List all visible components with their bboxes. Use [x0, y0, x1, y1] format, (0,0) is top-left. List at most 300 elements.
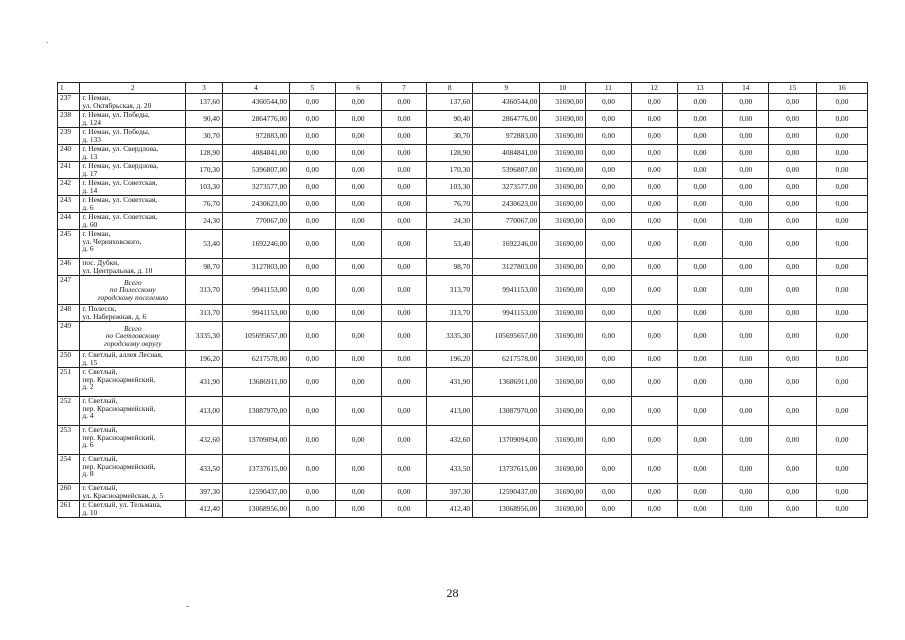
value-cell-col-4: 4360544,00: [222, 94, 289, 111]
column-header-3: 3: [186, 83, 223, 94]
row-number: 237: [58, 94, 80, 111]
value-cell-col-8: 170,30: [427, 162, 473, 179]
value-cell-col-4: 3273577,00: [222, 179, 289, 196]
value-cell-col-8: 76,70: [427, 196, 473, 213]
value-cell-col-13: 0,00: [677, 230, 723, 259]
address-line: пер. Красноармейский,: [82, 461, 156, 471]
value-cell-col-5: 0,00: [289, 455, 335, 484]
value-cell-col-16: 0,00: [816, 426, 867, 455]
column-header-1: 1: [58, 83, 80, 94]
value-cell-col-7: 0,00: [381, 368, 427, 397]
value-cell-col-11: 0,00: [586, 484, 632, 501]
address-line: пер. Красноармейский,: [82, 432, 156, 442]
value-cell-col-15: 0,00: [769, 128, 817, 145]
value-cell-col-15: 0,00: [769, 426, 817, 455]
value-cell-col-3: 76,70: [186, 196, 223, 213]
value-cell-col-7: 0,00: [381, 484, 427, 501]
value-cell-col-12: 0,00: [631, 230, 677, 259]
value-cell-col-15: 0,00: [769, 230, 817, 259]
value-cell-col-7: 0,00: [381, 501, 427, 518]
value-cell-col-4: 770067,00: [222, 213, 289, 230]
address-line: ул. Октябрьская, д. 20: [82, 100, 152, 110]
value-cell-col-7: 0,00: [381, 213, 427, 230]
value-cell-col-6: 0,00: [335, 455, 381, 484]
address-line: д. 4: [82, 411, 94, 421]
address-cell: [80, 501, 186, 518]
row-number: 260: [58, 484, 80, 501]
value-cell-col-11: 0,00: [586, 196, 632, 213]
value-cell-col-10: 31690,00: [540, 259, 586, 276]
value-cell-col-15: 0,00: [769, 162, 817, 179]
value-cell-col-12: 0,00: [631, 305, 677, 322]
value-cell-col-4: 2430623,00: [222, 196, 289, 213]
value-cell-col-9: 4360544,00: [473, 94, 540, 111]
value-cell-col-10: 31690,00: [540, 230, 586, 259]
address-line: по Полесскому: [109, 285, 156, 295]
value-cell-col-13: 0,00: [677, 426, 723, 455]
value-cell-col-5: 0,00: [289, 259, 335, 276]
address-cell: [80, 213, 186, 230]
value-cell-col-13: 0,00: [677, 145, 723, 162]
value-cell-col-8: 30,70: [427, 128, 473, 145]
value-cell-col-16: 0,00: [816, 162, 867, 179]
value-cell-col-3: 397,30: [186, 484, 223, 501]
value-cell-col-3: 53,40: [186, 230, 223, 259]
table-header-row: [58, 83, 868, 94]
value-cell-col-4: 6217578,00: [222, 351, 289, 368]
value-cell-col-3: 313,70: [186, 305, 223, 322]
value-cell-col-5: 0,00: [289, 230, 335, 259]
address-line: Всего: [124, 277, 142, 287]
address-line: пер. Красноармейский,: [82, 403, 156, 413]
value-cell-col-9: 13709094,00: [473, 426, 540, 455]
address-line: городскому поселению: [97, 292, 168, 302]
value-cell-col-6: 0,00: [335, 397, 381, 426]
column-header-2: 2: [80, 83, 186, 94]
value-cell-col-9: 2430623,00: [473, 196, 540, 213]
column-header-16: 16: [816, 83, 867, 94]
value-cell-col-4: 9941153,00: [222, 276, 289, 305]
value-cell-col-11: 0,00: [586, 111, 632, 128]
address-line: городскому округу: [104, 338, 162, 348]
value-cell-col-12: 0,00: [631, 111, 677, 128]
address-line: г. Неман, ул. Свердлова,: [82, 161, 159, 170]
column-header-10: 10: [540, 83, 586, 94]
value-cell-col-4: 105695657,00: [222, 322, 289, 351]
value-cell-col-11: 0,00: [586, 455, 632, 484]
value-cell-col-13: 0,00: [677, 455, 723, 484]
value-cell-col-4: 9941153,00: [222, 305, 289, 322]
row-number: 238: [58, 111, 80, 128]
value-cell-col-5: 0,00: [289, 179, 335, 196]
value-cell-col-4: 2864776,00: [222, 111, 289, 128]
value-cell-col-16: 0,00: [816, 145, 867, 162]
address-line: д. 6: [82, 440, 94, 450]
value-cell-col-9: 13068956,00: [473, 501, 540, 518]
value-cell-col-11: 0,00: [586, 426, 632, 455]
address-line: г. Неман, ул. Победы,: [82, 110, 150, 119]
value-cell-col-8: 98,70: [427, 259, 473, 276]
value-cell-col-8: 24,30: [427, 213, 473, 230]
value-cell-col-13: 0,00: [677, 351, 723, 368]
value-cell-col-12: 0,00: [631, 162, 677, 179]
value-cell-col-5: 0,00: [289, 145, 335, 162]
value-cell-col-11: 0,00: [586, 259, 632, 276]
address-cell: [80, 368, 186, 397]
column-header-5: 5: [289, 83, 335, 94]
value-cell-col-7: 0,00: [381, 276, 427, 305]
table-row: [58, 455, 868, 484]
value-cell-col-5: 0,00: [289, 196, 335, 213]
value-cell-col-5: 0,00: [289, 397, 335, 426]
table-row: [58, 179, 868, 196]
value-cell-col-15: 0,00: [769, 368, 817, 397]
value-cell-col-10: 31690,00: [540, 305, 586, 322]
value-cell-col-15: 0,00: [769, 196, 817, 213]
value-cell-col-6: 0,00: [335, 213, 381, 230]
address-line: д. 124: [82, 117, 101, 127]
value-cell-col-15: 0,00: [769, 501, 817, 518]
value-cell-col-11: 0,00: [586, 501, 632, 518]
value-cell-col-4: 13087970,00: [222, 397, 289, 426]
value-cell-col-11: 0,00: [586, 368, 632, 397]
column-header-11: 11: [586, 83, 632, 94]
address-line: д. 60: [82, 219, 98, 229]
value-cell-col-13: 0,00: [677, 196, 723, 213]
table-row: [58, 128, 868, 145]
value-cell-col-6: 0,00: [335, 196, 381, 213]
value-cell-col-10: 31690,00: [540, 179, 586, 196]
table-row: [58, 276, 868, 305]
value-cell-col-3: 98,70: [186, 259, 223, 276]
address-line: пос. Дубки,: [82, 258, 119, 267]
address-cell: [80, 426, 186, 455]
value-cell-col-14: 0,00: [723, 397, 769, 426]
address-cell: [80, 455, 186, 484]
value-cell-col-11: 0,00: [586, 351, 632, 368]
row-number: 261: [58, 501, 80, 518]
row-number: 244: [58, 213, 80, 230]
value-cell-col-3: 412,40: [186, 501, 223, 518]
address-line: д. 6: [82, 202, 94, 212]
value-cell-col-7: 0,00: [381, 196, 427, 213]
value-cell-col-13: 0,00: [677, 276, 723, 305]
value-cell-col-13: 0,00: [677, 162, 723, 179]
value-cell-col-6: 0,00: [335, 94, 381, 111]
value-cell-col-15: 0,00: [769, 305, 817, 322]
address-cell: [80, 397, 186, 426]
value-cell-col-9: 6217578,00: [473, 351, 540, 368]
value-cell-col-10: 31690,00: [540, 426, 586, 455]
value-cell-col-14: 0,00: [723, 128, 769, 145]
address-line: по Светловскому: [105, 331, 160, 341]
value-cell-col-5: 0,00: [289, 94, 335, 111]
value-cell-col-7: 0,00: [381, 397, 427, 426]
value-cell-col-9: 2864776,00: [473, 111, 540, 128]
row-number: 250: [58, 351, 80, 368]
value-cell-col-14: 0,00: [723, 276, 769, 305]
value-cell-col-6: 0,00: [335, 111, 381, 128]
value-cell-col-8: 313,70: [427, 305, 473, 322]
row-number: 239: [58, 128, 80, 145]
address-line: д. 6: [82, 244, 94, 254]
value-cell-col-12: 0,00: [631, 196, 677, 213]
value-cell-col-3: 196,20: [186, 351, 223, 368]
address-line: ул. Набережная, д. 6: [82, 311, 147, 321]
table-row: [58, 484, 868, 501]
value-cell-col-3: 170,30: [186, 162, 223, 179]
value-cell-col-9: 9941153,00: [473, 305, 540, 322]
address-line: г. Неман, ул. Советская,: [82, 195, 158, 204]
value-cell-col-10: 31690,00: [540, 145, 586, 162]
address-line: г. Неман,: [82, 229, 111, 238]
value-cell-col-12: 0,00: [631, 322, 677, 351]
value-cell-col-3: 413,00: [186, 397, 223, 426]
value-cell-col-8: 412,40: [427, 501, 473, 518]
value-cell-col-12: 0,00: [631, 455, 677, 484]
address-cell: [80, 94, 186, 111]
value-cell-col-6: 0,00: [335, 322, 381, 351]
value-cell-col-8: 413,00: [427, 397, 473, 426]
column-header-9: 9: [473, 83, 540, 94]
value-cell-col-14: 0,00: [723, 368, 769, 397]
value-cell-col-6: 0,00: [335, 501, 381, 518]
table-row: [58, 94, 868, 111]
value-cell-col-12: 0,00: [631, 368, 677, 397]
value-cell-col-16: 0,00: [816, 455, 867, 484]
value-cell-col-9: 4084841,00: [473, 145, 540, 162]
value-cell-col-8: 397,30: [427, 484, 473, 501]
value-cell-col-16: 0,00: [816, 111, 867, 128]
table-row: [58, 230, 868, 259]
value-cell-col-13: 0,00: [677, 111, 723, 128]
value-cell-col-10: 31690,00: [540, 351, 586, 368]
value-cell-col-7: 0,00: [381, 322, 427, 351]
address-cell: [80, 162, 186, 179]
value-cell-col-3: 137,60: [186, 94, 223, 111]
row-number: 249: [58, 322, 80, 351]
value-cell-col-5: 0,00: [289, 484, 335, 501]
row-number: 252: [58, 397, 80, 426]
value-cell-col-15: 0,00: [769, 397, 817, 426]
address-line: д. 13: [82, 151, 98, 161]
value-cell-col-9: 972883,00: [473, 128, 540, 145]
value-cell-col-3: 3335,30: [186, 322, 223, 351]
value-cell-col-15: 0,00: [769, 484, 817, 501]
value-cell-col-9: 3127803,00: [473, 259, 540, 276]
value-cell-col-3: 313,70: [186, 276, 223, 305]
row-number: 254: [58, 455, 80, 484]
column-header-12: 12: [631, 83, 677, 94]
subtotal-label: [80, 276, 186, 305]
value-cell-col-4: 972883,00: [222, 128, 289, 145]
value-cell-col-15: 0,00: [769, 111, 817, 128]
value-cell-col-15: 0,00: [769, 94, 817, 111]
value-cell-col-11: 0,00: [586, 322, 632, 351]
value-cell-col-7: 0,00: [381, 145, 427, 162]
value-cell-col-6: 0,00: [335, 276, 381, 305]
value-cell-col-6: 0,00: [335, 368, 381, 397]
value-cell-col-15: 0,00: [769, 322, 817, 351]
value-cell-col-5: 0,00: [289, 322, 335, 351]
value-cell-col-5: 0,00: [289, 162, 335, 179]
value-cell-col-13: 0,00: [677, 128, 723, 145]
value-cell-col-10: 31690,00: [540, 196, 586, 213]
value-cell-col-6: 0,00: [335, 259, 381, 276]
value-cell-col-8: 103,30: [427, 179, 473, 196]
table-row: [58, 162, 868, 179]
value-cell-col-9: 12590437,00: [473, 484, 540, 501]
subtotal-label: [80, 322, 186, 351]
value-cell-col-10: 31690,00: [540, 322, 586, 351]
value-cell-col-11: 0,00: [586, 305, 632, 322]
table-row: [58, 111, 868, 128]
value-cell-col-10: 31690,00: [540, 94, 586, 111]
address-line: ул. Центральная, д. 10: [82, 265, 153, 275]
column-header-8: 8: [427, 83, 473, 94]
value-cell-col-6: 0,00: [335, 305, 381, 322]
value-cell-col-14: 0,00: [723, 162, 769, 179]
value-cell-col-16: 0,00: [816, 213, 867, 230]
value-cell-col-5: 0,00: [289, 276, 335, 305]
value-cell-col-5: 0,00: [289, 368, 335, 397]
value-cell-col-3: 24,30: [186, 213, 223, 230]
value-cell-col-4: 13068956,00: [222, 501, 289, 518]
table-row: [58, 426, 868, 455]
value-cell-col-7: 0,00: [381, 426, 427, 455]
address-line: д. 15: [82, 357, 98, 367]
value-cell-col-9: 3273577,00: [473, 179, 540, 196]
value-cell-col-10: 31690,00: [540, 162, 586, 179]
value-cell-col-4: 4084841,00: [222, 145, 289, 162]
value-cell-col-8: 432,60: [427, 426, 473, 455]
value-cell-col-4: 13709094,00: [222, 426, 289, 455]
address-cell: [80, 259, 186, 276]
table-row: [58, 368, 868, 397]
value-cell-col-15: 0,00: [769, 351, 817, 368]
address-line: г. Полесск,: [82, 304, 117, 313]
value-cell-col-9: 13686911,00: [473, 368, 540, 397]
value-cell-col-8: 128,90: [427, 145, 473, 162]
value-cell-col-6: 0,00: [335, 179, 381, 196]
column-header-7: 7: [381, 83, 427, 94]
value-cell-col-3: 90,40: [186, 111, 223, 128]
document-table-container: [57, 82, 868, 518]
value-cell-col-7: 0,00: [381, 305, 427, 322]
value-cell-col-12: 0,00: [631, 397, 677, 426]
address-line: д. 14: [82, 185, 98, 195]
value-cell-col-8: 196,20: [427, 351, 473, 368]
value-cell-col-6: 0,00: [335, 162, 381, 179]
address-cell: [80, 128, 186, 145]
value-cell-col-12: 0,00: [631, 213, 677, 230]
value-cell-col-13: 0,00: [677, 179, 723, 196]
value-cell-col-16: 0,00: [816, 322, 867, 351]
row-number: 246: [58, 259, 80, 276]
value-cell-col-12: 0,00: [631, 351, 677, 368]
value-cell-col-11: 0,00: [586, 230, 632, 259]
value-cell-col-8: 433,50: [427, 455, 473, 484]
table-body: [58, 94, 868, 518]
value-cell-col-9: 1692246,00: [473, 230, 540, 259]
value-cell-col-16: 0,00: [816, 179, 867, 196]
table-row: [58, 305, 868, 322]
value-cell-col-3: 128,90: [186, 145, 223, 162]
address-line: г. Светлый, ул. Тельмана,: [82, 500, 162, 509]
address-line: г. Неман, ул. Свердлова,: [82, 144, 159, 153]
address-line: г. Светлый, аллея Лесная,: [82, 350, 163, 359]
value-cell-col-4: 13737615,00: [222, 455, 289, 484]
value-cell-col-10: 31690,00: [540, 455, 586, 484]
value-cell-col-12: 0,00: [631, 128, 677, 145]
scan-artifact-mark: [186, 606, 189, 607]
value-cell-col-5: 0,00: [289, 128, 335, 145]
row-number: 241: [58, 162, 80, 179]
table-row: [58, 501, 868, 518]
value-cell-col-8: 53,40: [427, 230, 473, 259]
value-cell-col-7: 0,00: [381, 94, 427, 111]
address-line: г. Неман, ул. Советская,: [82, 178, 158, 187]
value-cell-col-3: 431,90: [186, 368, 223, 397]
value-cell-col-3: 433,50: [186, 455, 223, 484]
address-line: г. Неман,: [82, 93, 111, 102]
address-line: д. 17: [82, 168, 98, 178]
value-cell-col-12: 0,00: [631, 426, 677, 455]
value-cell-col-10: 31690,00: [540, 128, 586, 145]
value-cell-col-16: 0,00: [816, 94, 867, 111]
address-line: г. Неман, ул. Советская,: [82, 212, 158, 221]
row-number: 243: [58, 196, 80, 213]
address-line: пер. Красноармейский,: [82, 374, 156, 384]
value-cell-col-7: 0,00: [381, 230, 427, 259]
value-cell-col-14: 0,00: [723, 196, 769, 213]
value-cell-col-14: 0,00: [723, 213, 769, 230]
value-cell-col-13: 0,00: [677, 259, 723, 276]
address-cell: [80, 111, 186, 128]
value-cell-col-10: 31690,00: [540, 276, 586, 305]
value-cell-col-6: 0,00: [335, 145, 381, 162]
value-cell-col-4: 13686911,00: [222, 368, 289, 397]
value-cell-col-16: 0,00: [816, 196, 867, 213]
value-cell-col-14: 0,00: [723, 179, 769, 196]
value-cell-col-14: 0,00: [723, 351, 769, 368]
value-cell-col-12: 0,00: [631, 179, 677, 196]
value-cell-col-15: 0,00: [769, 213, 817, 230]
value-cell-col-9: 105695657,00: [473, 322, 540, 351]
row-number: 240: [58, 145, 80, 162]
value-cell-col-5: 0,00: [289, 426, 335, 455]
value-cell-col-8: 3335,30: [427, 322, 473, 351]
value-cell-col-16: 0,00: [816, 368, 867, 397]
value-cell-col-10: 31690,00: [540, 111, 586, 128]
value-cell-col-15: 0,00: [769, 455, 817, 484]
value-cell-col-16: 0,00: [816, 397, 867, 426]
address-line: д. 133: [82, 134, 101, 144]
value-cell-col-3: 30,70: [186, 128, 223, 145]
value-cell-col-14: 0,00: [723, 230, 769, 259]
value-cell-col-11: 0,00: [586, 145, 632, 162]
value-cell-col-14: 0,00: [723, 455, 769, 484]
value-cell-col-7: 0,00: [381, 259, 427, 276]
value-cell-col-16: 0,00: [816, 276, 867, 305]
value-cell-col-16: 0,00: [816, 351, 867, 368]
value-cell-col-6: 0,00: [335, 484, 381, 501]
value-cell-col-7: 0,00: [381, 162, 427, 179]
value-cell-col-11: 0,00: [586, 179, 632, 196]
value-cell-col-12: 0,00: [631, 501, 677, 518]
value-cell-col-8: 90,40: [427, 111, 473, 128]
table-row: [58, 351, 868, 368]
